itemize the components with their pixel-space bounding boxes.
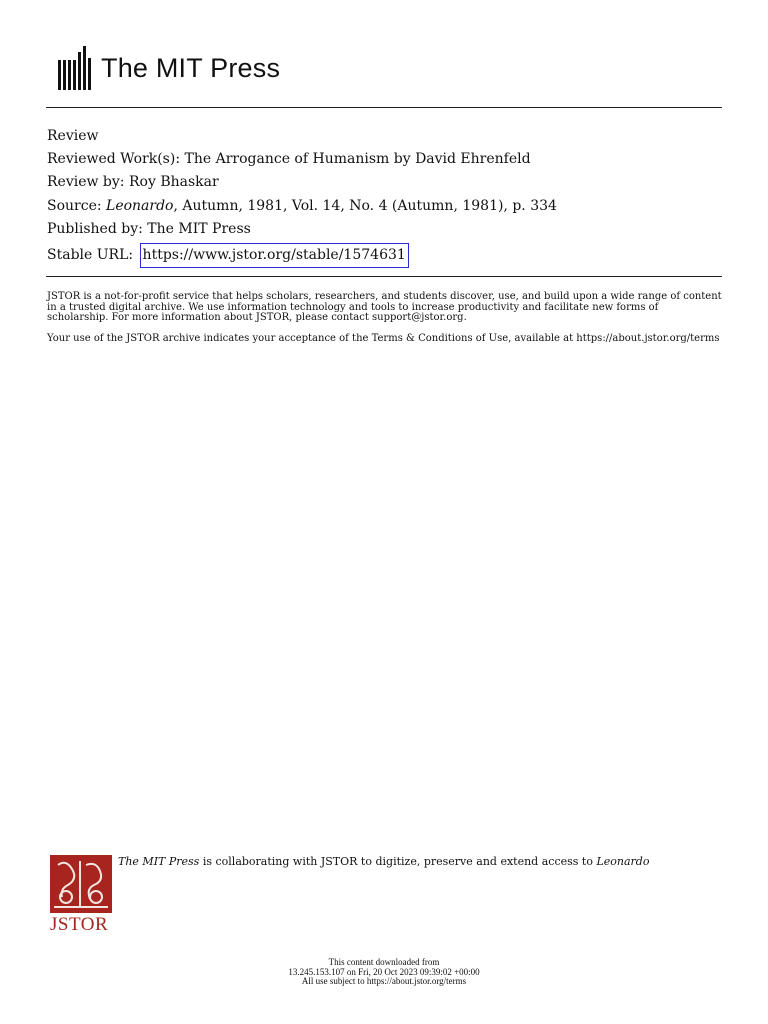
jstor-emblem-icon bbox=[50, 855, 112, 913]
mit-press-logo bbox=[58, 46, 280, 90]
download-info bbox=[0, 958, 768, 987]
published-by-label: Published by: bbox=[47, 220, 143, 237]
jstor-logo-text: JSTOR bbox=[50, 914, 109, 935]
stable-url-line bbox=[47, 243, 557, 268]
collab-text: is collaborating with JSTOR to digitize, preserve and extend access to bbox=[199, 855, 597, 868]
mit-press-bars-icon bbox=[58, 46, 91, 90]
middle-divider bbox=[46, 276, 722, 277]
source-details: , Autumn, 1981, Vol. 14, No. 4 (Autumn, 1981), p. 334 bbox=[173, 197, 557, 214]
source-label: Source: bbox=[47, 197, 102, 214]
review-by-label: Review by: bbox=[47, 174, 125, 191]
collaboration-statement bbox=[118, 855, 649, 868]
published-by-line bbox=[47, 218, 557, 241]
review-by-value: Roy Bhaskar bbox=[128, 174, 219, 191]
citation-type: Review bbox=[47, 128, 99, 144]
stable-url-label: Stable URL: bbox=[47, 247, 134, 264]
published-by-value: The MIT Press bbox=[147, 220, 251, 237]
stable-url-link[interactable]: https://www.jstor.org/stable/1574631 bbox=[140, 243, 409, 268]
top-divider bbox=[46, 107, 722, 108]
collab-publisher: The MIT Press bbox=[118, 855, 200, 868]
source-journal: Leonardo bbox=[106, 197, 174, 214]
jstor-about-notice: JSTOR is a not-for-profit service that helps scholars, researchers, and students discover, use, and build upon a wide range of content in a trusted digital archive. We use information technology and tools to increase productivity and facilitate new forms of scholarship. For more information about JSTOR, please contact support@jstor.org. bbox=[47, 291, 722, 323]
reviewed-works-label: Reviewed Work(s): bbox=[47, 151, 181, 168]
download-line-1: This content downloaded from bbox=[328, 957, 440, 967]
reviewed-works-value: The Arrogance of Humanism by David Ehrenfeld bbox=[184, 151, 531, 168]
collab-journal: Leonardo bbox=[596, 855, 650, 868]
mit-press-logo-text: The MIT Press bbox=[101, 52, 281, 83]
citation-block bbox=[47, 125, 557, 268]
reviewed-works-line bbox=[47, 148, 557, 171]
review-by-line bbox=[47, 171, 557, 194]
download-line-3: All use subject to https://about.jstor.org/terms bbox=[301, 976, 467, 986]
terms-notice: Your use of the JSTOR archive indicates your acceptance of the Terms & Conditions of Use, available at https://about.jstor.org/terms bbox=[47, 333, 720, 344]
download-line-2: 13.245.153.107 on Fri, 20 Oct 2023 09:39:02 +00:00 bbox=[288, 966, 480, 977]
source-line bbox=[47, 195, 557, 218]
